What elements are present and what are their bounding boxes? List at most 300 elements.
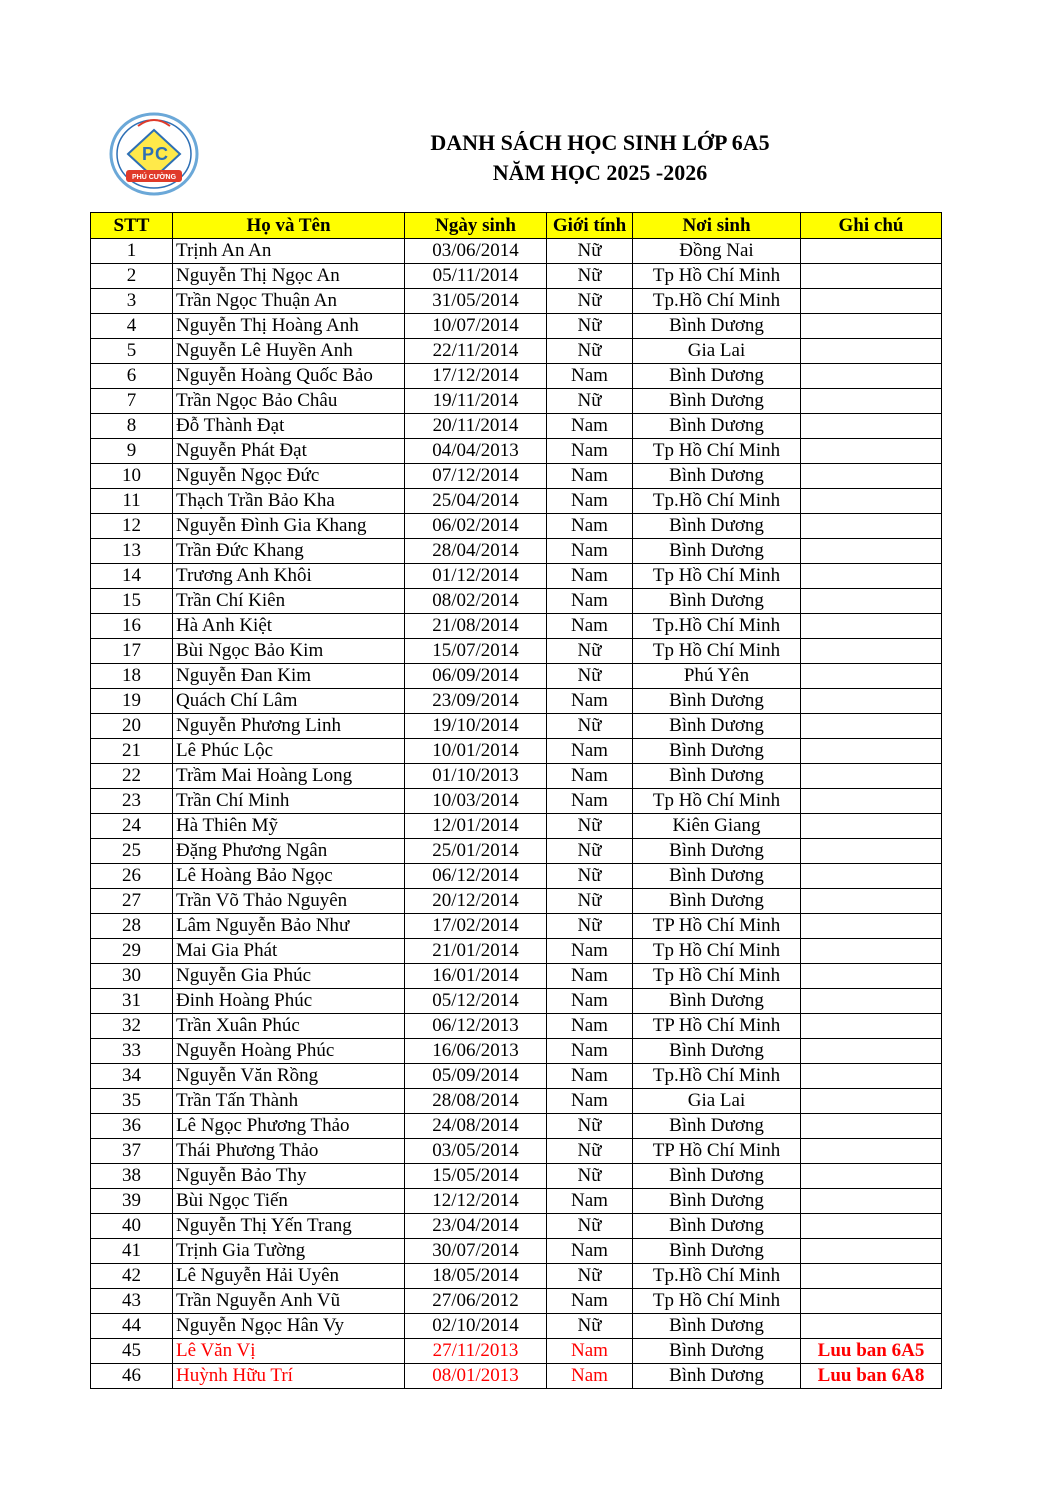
svg-text:P: P <box>142 144 155 164</box>
name-cell: Đinh Hoàng Phúc <box>173 989 405 1014</box>
table-row <box>91 564 942 589</box>
stt-cell: 19 <box>91 689 173 714</box>
birthplace-cell: Bình Dương <box>633 414 801 439</box>
stt-cell: 23 <box>91 789 173 814</box>
name-cell: Hà Thiên Mỹ <box>173 814 405 839</box>
table-row <box>91 1264 942 1289</box>
name-cell: Huỳnh Hữu Trí <box>173 1364 405 1389</box>
school-logo <box>108 112 200 196</box>
birthplace-cell: Bình Dương <box>633 1039 801 1064</box>
dob-cell: 08/01/2013 <box>405 1364 547 1389</box>
note-cell <box>801 864 942 889</box>
table-row <box>91 239 942 264</box>
gender-cell: Nam <box>547 739 633 764</box>
note-cell <box>801 689 942 714</box>
stt-cell: 10 <box>91 464 173 489</box>
note-cell <box>801 914 942 939</box>
dob-cell: 28/04/2014 <box>405 539 547 564</box>
note-cell <box>801 939 942 964</box>
table-row <box>91 439 942 464</box>
birthplace-cell: Tp Hồ Chí Minh <box>633 439 801 464</box>
note-cell <box>801 764 942 789</box>
table-row <box>91 589 942 614</box>
dob-cell: 28/08/2014 <box>405 1089 547 1114</box>
gender-cell: Nam <box>547 364 633 389</box>
stt-cell: 3 <box>91 289 173 314</box>
note-cell: Luu ban 6A5 <box>801 1339 942 1364</box>
note-cell <box>801 839 942 864</box>
birthplace-cell: TP Hồ Chí Minh <box>633 1139 801 1164</box>
gender-cell: Nam <box>547 514 633 539</box>
student-table <box>90 212 942 1389</box>
stt-cell: 8 <box>91 414 173 439</box>
stt-cell: 20 <box>91 714 173 739</box>
name-cell: Lê Văn Vị <box>173 1339 405 1364</box>
gender-cell: Nam <box>547 939 633 964</box>
gender-cell: Nam <box>547 464 633 489</box>
dob-cell: 10/01/2014 <box>405 739 547 764</box>
name-cell: Nguyễn Thị Yến Trang <box>173 1214 405 1239</box>
logo-text: PHÚ CƯỜNG <box>131 174 177 181</box>
note-cell <box>801 964 942 989</box>
stt-cell: 46 <box>91 1364 173 1389</box>
birthplace-cell: Phú Yên <box>633 664 801 689</box>
note-cell <box>801 1014 942 1039</box>
birthplace-cell: Bình Dương <box>633 464 801 489</box>
stt-cell: 15 <box>91 589 173 614</box>
table-row <box>91 739 942 764</box>
table-row <box>91 264 942 289</box>
column-header-note: Ghi chú <box>801 213 942 239</box>
dob-cell: 15/07/2014 <box>405 639 547 664</box>
gender-cell: Nữ <box>547 864 633 889</box>
birthplace-cell: TP Hồ Chí Minh <box>633 914 801 939</box>
column-header-name: Họ và Tên <box>173 213 405 239</box>
stt-cell: 17 <box>91 639 173 664</box>
gender-cell: Nữ <box>547 1214 633 1239</box>
note-cell <box>801 739 942 764</box>
table-row <box>91 339 942 364</box>
dob-cell: 01/12/2014 <box>405 564 547 589</box>
dob-cell: 25/01/2014 <box>405 839 547 864</box>
stt-cell: 34 <box>91 1064 173 1089</box>
birthplace-cell: Bình Dương <box>633 689 801 714</box>
birthplace-cell: Tp Hồ Chí Minh <box>633 1289 801 1314</box>
note-cell <box>801 414 942 439</box>
table-row <box>91 1314 942 1339</box>
dob-cell: 05/12/2014 <box>405 989 547 1014</box>
dob-cell: 18/05/2014 <box>405 1264 547 1289</box>
stt-cell: 18 <box>91 664 173 689</box>
birthplace-cell: Bình Dương <box>633 764 801 789</box>
gender-cell: Nam <box>547 1364 633 1389</box>
dob-cell: 10/07/2014 <box>405 314 547 339</box>
column-header-gender: Giới tính <box>547 213 633 239</box>
gender-cell: Nữ <box>547 664 633 689</box>
note-cell <box>801 514 942 539</box>
birthplace-cell: Tp.Hồ Chí Minh <box>633 289 801 314</box>
gender-cell: Nữ <box>547 289 633 314</box>
table-row <box>91 964 942 989</box>
name-cell: Trần Ngọc Thuận An <box>173 289 405 314</box>
note-cell <box>801 1289 942 1314</box>
birthplace-cell: Bình Dương <box>633 1239 801 1264</box>
gender-cell: Nam <box>547 414 633 439</box>
name-cell: Nguyễn Thị Hoàng Anh <box>173 314 405 339</box>
name-cell: Thái Phương Thảo <box>173 1139 405 1164</box>
name-cell: Trịnh Gia Tường <box>173 1239 405 1264</box>
stt-cell: 43 <box>91 1289 173 1314</box>
dob-cell: 24/08/2014 <box>405 1114 547 1139</box>
table-row <box>91 1089 942 1114</box>
stt-cell: 1 <box>91 239 173 264</box>
table-row <box>91 314 942 339</box>
dob-cell: 12/01/2014 <box>405 814 547 839</box>
name-cell: Nguyễn Lê Huyền Anh <box>173 339 405 364</box>
gender-cell: Nữ <box>547 814 633 839</box>
birthplace-cell: Bình Dương <box>633 714 801 739</box>
table-row <box>91 414 942 439</box>
page-title: DANH SÁCH HỌC SINH LỚP 6A5 <box>430 130 770 155</box>
birthplace-cell: Gia Lai <box>633 339 801 364</box>
name-cell: Nguyễn Ngọc Hân Vy <box>173 1314 405 1339</box>
name-cell: Thạch Trần Bảo Kha <box>173 489 405 514</box>
name-cell: Nguyễn Thị Ngọc An <box>173 264 405 289</box>
table-row <box>91 764 942 789</box>
stt-cell: 40 <box>91 1214 173 1239</box>
dob-cell: 08/02/2014 <box>405 589 547 614</box>
name-cell: Lê Nguyễn Hải Uyên <box>173 1264 405 1289</box>
name-cell: Nguyễn Văn Rồng <box>173 1064 405 1089</box>
birthplace-cell: Bình Dương <box>633 514 801 539</box>
birthplace-cell: Bình Dương <box>633 1189 801 1214</box>
birthplace-cell: Bình Dương <box>633 1364 801 1389</box>
name-cell: Nguyễn Đan Kim <box>173 664 405 689</box>
table-row <box>91 1214 942 1239</box>
note-cell <box>801 1189 942 1214</box>
stt-cell: 2 <box>91 264 173 289</box>
table-row <box>91 914 942 939</box>
stt-cell: 13 <box>91 539 173 564</box>
dob-cell: 03/05/2014 <box>405 1139 547 1164</box>
gender-cell: Nam <box>547 764 633 789</box>
dob-cell: 20/12/2014 <box>405 889 547 914</box>
note-cell <box>801 439 942 464</box>
birthplace-cell: Kiên Giang <box>633 814 801 839</box>
note-cell <box>801 489 942 514</box>
dob-cell: 20/11/2014 <box>405 414 547 439</box>
dob-cell: 17/12/2014 <box>405 364 547 389</box>
note-cell <box>801 1314 942 1339</box>
note-cell <box>801 339 942 364</box>
gender-cell: Nữ <box>547 714 633 739</box>
name-cell: Lê Ngọc Phương Thảo <box>173 1114 405 1139</box>
birthplace-cell: Bình Dương <box>633 539 801 564</box>
note-cell <box>801 714 942 739</box>
note-cell <box>801 314 942 339</box>
gender-cell: Nam <box>547 989 633 1014</box>
gender-cell: Nam <box>547 1339 633 1364</box>
stt-cell: 37 <box>91 1139 173 1164</box>
note-cell <box>801 264 942 289</box>
stt-cell: 32 <box>91 1014 173 1039</box>
table-row <box>91 1339 942 1364</box>
dob-cell: 04/04/2013 <box>405 439 547 464</box>
birthplace-cell: Bình Dương <box>633 839 801 864</box>
note-cell <box>801 539 942 564</box>
dob-cell: 03/06/2014 <box>405 239 547 264</box>
note-cell <box>801 1264 942 1289</box>
note-cell <box>801 1039 942 1064</box>
dob-cell: 02/10/2014 <box>405 1314 547 1339</box>
name-cell: Nguyễn Phương Linh <box>173 714 405 739</box>
dob-cell: 15/05/2014 <box>405 1164 547 1189</box>
name-cell: Trần Xuân Phúc <box>173 1014 405 1039</box>
gender-cell: Nữ <box>547 314 633 339</box>
note-cell <box>801 614 942 639</box>
name-cell: Nguyễn Gia Phúc <box>173 964 405 989</box>
name-cell: Trầm Mai Hoàng Long <box>173 764 405 789</box>
stt-cell: 24 <box>91 814 173 839</box>
stt-cell: 41 <box>91 1239 173 1264</box>
name-cell: Đặng Phương Ngân <box>173 839 405 864</box>
gender-cell: Nam <box>547 1189 633 1214</box>
stt-cell: 11 <box>91 489 173 514</box>
table-row <box>91 364 942 389</box>
gender-cell: Nữ <box>547 914 633 939</box>
dob-cell: 06/12/2014 <box>405 864 547 889</box>
dob-cell: 21/08/2014 <box>405 614 547 639</box>
gender-cell: Nam <box>547 1014 633 1039</box>
birthplace-cell: Đồng Nai <box>633 239 801 264</box>
stt-cell: 35 <box>91 1089 173 1114</box>
dob-cell: 06/02/2014 <box>405 514 547 539</box>
gender-cell: Nam <box>547 689 633 714</box>
gender-cell: Nữ <box>547 639 633 664</box>
dob-cell: 19/10/2014 <box>405 714 547 739</box>
name-cell: Bùi Ngọc Bảo Kim <box>173 639 405 664</box>
gender-cell: Nam <box>547 1039 633 1064</box>
note-cell <box>801 989 942 1014</box>
gender-cell: Nữ <box>547 889 633 914</box>
stt-cell: 22 <box>91 764 173 789</box>
note-cell <box>801 664 942 689</box>
table-row <box>91 1239 942 1264</box>
stt-cell: 6 <box>91 364 173 389</box>
gender-cell: Nữ <box>547 1139 633 1164</box>
birthplace-cell: Tp.Hồ Chí Minh <box>633 1064 801 1089</box>
stt-cell: 21 <box>91 739 173 764</box>
table-row <box>91 889 942 914</box>
dob-cell: 06/09/2014 <box>405 664 547 689</box>
birthplace-cell: Tp.Hồ Chí Minh <box>633 489 801 514</box>
birthplace-cell: Tp.Hồ Chí Minh <box>633 614 801 639</box>
note-cell <box>801 1089 942 1114</box>
stt-cell: 33 <box>91 1039 173 1064</box>
note-cell <box>801 889 942 914</box>
table-row <box>91 1164 942 1189</box>
column-header-dob: Ngày sinh <box>405 213 547 239</box>
gender-cell: Nữ <box>547 1314 633 1339</box>
birthplace-cell: Tp Hồ Chí Minh <box>633 939 801 964</box>
stt-cell: 9 <box>91 439 173 464</box>
name-cell: Nguyễn Đình Gia Khang <box>173 514 405 539</box>
stt-cell: 39 <box>91 1189 173 1214</box>
stt-cell: 12 <box>91 514 173 539</box>
table-row <box>91 514 942 539</box>
name-cell: Hà Anh Kiệt <box>173 614 405 639</box>
table-row <box>91 1064 942 1089</box>
gender-cell: Nam <box>547 564 633 589</box>
table-row <box>91 1014 942 1039</box>
birthplace-cell: Tp Hồ Chí Minh <box>633 789 801 814</box>
name-cell: Nguyễn Hoàng Phúc <box>173 1039 405 1064</box>
table-row <box>91 814 942 839</box>
name-cell: Trần Chí Kiên <box>173 589 405 614</box>
note-cell <box>801 289 942 314</box>
dob-cell: 22/11/2014 <box>405 339 547 364</box>
birthplace-cell: Bình Dương <box>633 889 801 914</box>
note-cell <box>801 1239 942 1264</box>
table-row <box>91 864 942 889</box>
table-row <box>91 839 942 864</box>
stt-cell: 31 <box>91 989 173 1014</box>
birthplace-cell: Tp Hồ Chí Minh <box>633 964 801 989</box>
dob-cell: 12/12/2014 <box>405 1189 547 1214</box>
gender-cell: Nữ <box>547 1164 633 1189</box>
table-row <box>91 614 942 639</box>
birthplace-cell: Tp.Hồ Chí Minh <box>633 1264 801 1289</box>
name-cell: Quách Chí Lâm <box>173 689 405 714</box>
gender-cell: Nam <box>547 1064 633 1089</box>
gender-cell: Nam <box>547 589 633 614</box>
dob-cell: 07/12/2014 <box>405 464 547 489</box>
birthplace-cell: Bình Dương <box>633 989 801 1014</box>
school-year: NĂM HỌC 2025 -2026 <box>492 160 708 185</box>
birthplace-cell: Tp Hồ Chí Minh <box>633 564 801 589</box>
birthplace-cell: Bình Dương <box>633 389 801 414</box>
note-cell <box>801 364 942 389</box>
birthplace-cell: Bình Dương <box>633 1164 801 1189</box>
birthplace-cell: TP Hồ Chí Minh <box>633 1014 801 1039</box>
name-cell: Nguyễn Phát Đạt <box>173 439 405 464</box>
note-cell <box>801 1114 942 1139</box>
gender-cell: Nam <box>547 1239 633 1264</box>
dob-cell: 23/09/2014 <box>405 689 547 714</box>
birthplace-cell: Bình Dương <box>633 1214 801 1239</box>
table-header-row <box>91 213 942 239</box>
birthplace-cell: Gia Lai <box>633 1089 801 1114</box>
note-cell <box>801 789 942 814</box>
stt-cell: 5 <box>91 339 173 364</box>
name-cell: Trần Ngọc Bảo Châu <box>173 389 405 414</box>
dob-cell: 21/01/2014 <box>405 939 547 964</box>
gender-cell: Nam <box>547 964 633 989</box>
note-cell <box>801 239 942 264</box>
note-cell <box>801 1164 942 1189</box>
gender-cell: Nữ <box>547 239 633 264</box>
birthplace-cell: Bình Dương <box>633 1114 801 1139</box>
stt-cell: 28 <box>91 914 173 939</box>
gender-cell: Nam <box>547 439 633 464</box>
name-cell: Lê Hoàng Bảo Ngọc <box>173 864 405 889</box>
gender-cell: Nam <box>547 489 633 514</box>
note-cell: Luu ban 6A8 <box>801 1364 942 1389</box>
dob-cell: 05/09/2014 <box>405 1064 547 1089</box>
table-row <box>91 1189 942 1214</box>
svg-text:C: C <box>155 144 168 164</box>
birthplace-cell: Bình Dương <box>633 1339 801 1364</box>
table-row <box>91 489 942 514</box>
name-cell: Nguyễn Hoàng Quốc Bảo <box>173 364 405 389</box>
note-cell <box>801 1214 942 1239</box>
gender-cell: Nữ <box>547 264 633 289</box>
table-row <box>91 689 942 714</box>
dob-cell: 06/12/2013 <box>405 1014 547 1039</box>
name-cell: Trần Chí Minh <box>173 789 405 814</box>
table-row <box>91 1289 942 1314</box>
dob-cell: 27/06/2012 <box>405 1289 547 1314</box>
name-cell: Bùi Ngọc Tiến <box>173 1189 405 1214</box>
name-cell: Mai Gia Phát <box>173 939 405 964</box>
table-row <box>91 389 942 414</box>
name-cell: Trương Anh Khôi <box>173 564 405 589</box>
birthplace-cell: Tp Hồ Chí Minh <box>633 264 801 289</box>
table-row <box>91 939 942 964</box>
table-row <box>91 664 942 689</box>
table-row <box>91 289 942 314</box>
dob-cell: 05/11/2014 <box>405 264 547 289</box>
stt-cell: 30 <box>91 964 173 989</box>
stt-cell: 14 <box>91 564 173 589</box>
gender-cell: Nữ <box>547 1114 633 1139</box>
stt-cell: 36 <box>91 1114 173 1139</box>
table-row <box>91 539 942 564</box>
dob-cell: 17/02/2014 <box>405 914 547 939</box>
stt-cell: 44 <box>91 1314 173 1339</box>
dob-cell: 25/04/2014 <box>405 489 547 514</box>
table-row <box>91 989 942 1014</box>
name-cell: Trần Đức Khang <box>173 539 405 564</box>
name-cell: Lê Phúc Lộc <box>173 739 405 764</box>
stt-cell: 45 <box>91 1339 173 1364</box>
dob-cell: 16/01/2014 <box>405 964 547 989</box>
dob-cell: 19/11/2014 <box>405 389 547 414</box>
gender-cell: Nam <box>547 614 633 639</box>
birthplace-cell: Tp Hồ Chí Minh <box>633 639 801 664</box>
dob-cell: 23/04/2014 <box>405 1214 547 1239</box>
stt-cell: 38 <box>91 1164 173 1189</box>
name-cell: Trần Võ Thảo Nguyên <box>173 889 405 914</box>
stt-cell: 25 <box>91 839 173 864</box>
note-cell <box>801 564 942 589</box>
table-row <box>91 789 942 814</box>
birthplace-cell: Bình Dương <box>633 589 801 614</box>
stt-cell: 4 <box>91 314 173 339</box>
table-row <box>91 464 942 489</box>
note-cell <box>801 814 942 839</box>
dob-cell: 27/11/2013 <box>405 1339 547 1364</box>
birthplace-cell: Bình Dương <box>633 864 801 889</box>
gender-cell: Nữ <box>547 389 633 414</box>
stt-cell: 42 <box>91 1264 173 1289</box>
stt-cell: 27 <box>91 889 173 914</box>
table-row <box>91 1139 942 1164</box>
gender-cell: Nữ <box>547 839 633 864</box>
table-row <box>91 1039 942 1064</box>
name-cell: Trần Nguyễn Anh Vũ <box>173 1289 405 1314</box>
gender-cell: Nam <box>547 1089 633 1114</box>
